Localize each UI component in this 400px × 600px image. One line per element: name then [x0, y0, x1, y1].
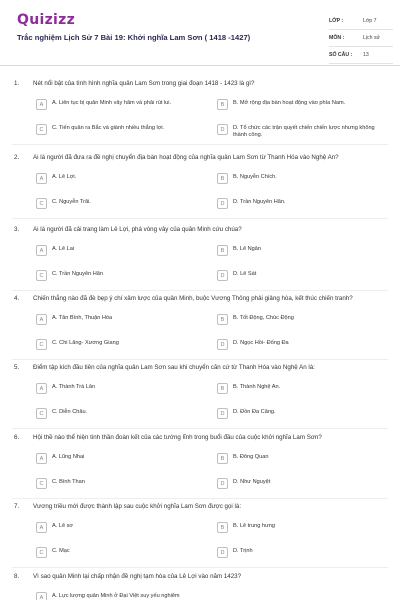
question-line [14, 503, 373, 510]
meta-label: LỚP : [329, 18, 344, 24]
question-divider [12, 144, 388, 145]
answer-option-c[interactable] [36, 409, 201, 423]
option-text: A. Lực lượng quân Minh ở Đại Việt suy yếu nghiêm [52, 593, 180, 599]
answer-option-c[interactable] [36, 479, 201, 493]
option-letter-box: D [217, 124, 228, 135]
option-letter-box: B [217, 245, 228, 256]
question-divider [12, 218, 388, 219]
question-line [14, 295, 373, 302]
option-letter-box: C [36, 198, 47, 209]
question-number: 4. [14, 295, 20, 302]
option-text: A. Lũng Nhai [52, 454, 85, 460]
answer-option-b[interactable] [217, 315, 382, 329]
option-text: D. Như Nguyệt [233, 479, 271, 485]
option-letter-box: D [217, 478, 228, 489]
meta-label: SỐ CÂU : [329, 52, 353, 58]
option-text: A. Lê Lợi. [52, 174, 77, 180]
question-divider [12, 359, 388, 360]
question-line [14, 226, 373, 233]
option-letter-box: B [217, 522, 228, 533]
option-letter-box: A [36, 592, 47, 600]
option-text: B. Mở rộng địa bàn hoạt động vào phía Nam. [233, 100, 346, 106]
question-text: Vì sao quân Minh lại chấp nhận đề nghị tạm hòa của Lê Lợi vào năm 1423? [33, 573, 242, 580]
option-letter-box: A [36, 173, 47, 184]
option-text: A. Lê sơ [52, 523, 74, 529]
option-text: D. Lê Sát [233, 271, 257, 277]
quizizz-logo: Quizizz [17, 12, 76, 28]
answer-option-a[interactable] [36, 246, 201, 260]
option-letter-box: A [36, 99, 47, 110]
question-divider [12, 567, 388, 568]
answer-option-a[interactable] [36, 315, 201, 329]
answer-option-d[interactable] [217, 199, 382, 213]
question-number: 7. [14, 503, 20, 510]
option-letter-box: D [217, 339, 228, 350]
option-letter-box: B [217, 99, 228, 110]
question-line [14, 364, 373, 371]
answer-option-b[interactable] [217, 174, 382, 188]
option-text: A. Tân Bình, Thuận Hóa [52, 315, 113, 321]
meta-row-class [329, 13, 393, 30]
page-title: Trắc nghiệm Lịch Sử 7 Bài 19: Khởi nghĩa Lam Sơn ( 1418 -1427) [17, 33, 251, 42]
answer-option-b[interactable] [217, 384, 382, 398]
meta-info [329, 13, 393, 64]
answer-option-a[interactable] [36, 454, 201, 468]
question-text: Điểm tập kích đầu tiên của nghĩa quân Lam Sơn sau khi chuyển căn cứ từ Thanh Hóa vào Nghệ An là: [33, 364, 315, 371]
meta-value: 13 [363, 52, 369, 58]
option-letter-box: A [36, 245, 47, 256]
question-line [14, 573, 373, 580]
question-number: 1. [14, 80, 20, 87]
option-letter-box: A [36, 453, 47, 464]
meta-label: MÔN : [329, 35, 345, 41]
option-letter-box: B [217, 173, 228, 184]
option-text: A. Liên tục bị quân Minh vây hãm và phải rút lui. [52, 100, 172, 106]
answer-option-c[interactable] [36, 340, 201, 354]
question-text: Vương triều mới được thành lập sau cuộc khởi nghĩa Lam Sơn được gọi là: [33, 503, 242, 510]
answer-option-d[interactable] [217, 548, 382, 562]
option-letter-box: A [36, 314, 47, 325]
answer-option-b[interactable] [217, 454, 382, 468]
option-text: C. Diễn Châu. [52, 409, 88, 415]
option-text: D. Đồn Đa Căng. [233, 409, 276, 415]
answer-option-b[interactable] [217, 100, 382, 114]
option-text: C. Bình Than [52, 479, 85, 485]
option-letter-box: B [217, 314, 228, 325]
option-letter-box: A [36, 522, 47, 533]
option-letter-box: D [217, 408, 228, 419]
answer-option-d[interactable] [217, 125, 382, 139]
option-text: C. Trần Nguyên Hãn [52, 271, 103, 277]
question-text: Nét nổi bật của tình hình nghĩa quân Lam Sơn trong giai đoạn 1418 - 1423 là gì? [33, 80, 255, 87]
option-text: C. Nguyễn Trãi. [52, 199, 91, 205]
question-number: 5. [14, 364, 20, 371]
option-letter-box: C [36, 339, 47, 350]
option-letter-box: A [36, 383, 47, 394]
question-text: Chiến thắng nào đã đè bẹp ý chí xâm lược của quân Minh, buộc Vương Thông phải giảng hòa, kết thúc chiến tranh? [33, 295, 353, 302]
answer-option-a[interactable] [36, 593, 201, 600]
answer-option-c[interactable] [36, 125, 201, 139]
meta-row-subject [329, 30, 393, 47]
question-divider [12, 290, 388, 291]
answer-option-c[interactable] [36, 199, 201, 213]
answer-option-c[interactable] [36, 271, 201, 285]
option-letter-box: D [217, 198, 228, 209]
option-text: B. Tốt Động, Chúc Động [233, 315, 294, 321]
option-text: D. Tổ chức các trận quyết chiến chiến lược nhưng không thành công. [233, 125, 375, 138]
header [0, 0, 400, 66]
answer-option-a[interactable] [36, 174, 201, 188]
option-letter-box: C [36, 478, 47, 489]
answer-option-b[interactable] [217, 523, 382, 537]
option-letter-box: D [217, 270, 228, 281]
answer-option-d[interactable] [217, 340, 382, 354]
option-text: B. Thành Nghệ An. [233, 384, 281, 390]
option-text: C. Tiến quân ra Bắc và giành nhiều thắng lợi. [52, 125, 165, 131]
option-text: A. Thành Trà Lân [52, 384, 96, 390]
option-letter-box: C [36, 124, 47, 135]
question-text: Ai là người đã đưa ra đề nghị chuyển địa bàn hoạt động của nghĩa quân Lam Sơn từ Thanh Hóa vào Nghệ An? [33, 154, 339, 161]
option-text: D. Trịnh [233, 548, 253, 554]
answer-option-a[interactable] [36, 384, 201, 398]
meta-value: Lịch sử [363, 35, 381, 41]
answer-option-d[interactable] [217, 479, 382, 493]
question-text: Hội thề nào thể hiện tinh thần đoàn kết của các tướng lĩnh trong buổi đầu của cuộc khởi nghĩa Lam Sơn? [33, 434, 322, 441]
question-line [14, 80, 373, 87]
answer-option-d[interactable] [217, 409, 382, 423]
answer-option-a[interactable] [36, 523, 201, 537]
option-letter-box: C [36, 547, 47, 558]
option-text: B. Nguyễn Chích. [233, 174, 277, 180]
option-text: C. Chi Lăng- Xương Giang [52, 340, 119, 346]
option-letter-box: C [36, 270, 47, 281]
question-divider [12, 428, 388, 429]
option-text: A. Lê Lai [52, 246, 75, 252]
question-text: Ai là người đã cải trang làm Lê Lợi, phá vòng vây của quân Minh cứu chúa? [33, 226, 242, 233]
option-text: B. Đông Quan [233, 454, 269, 460]
answer-option-c[interactable] [36, 548, 201, 562]
question-number: 8. [14, 573, 20, 580]
option-text: C. Mạc [52, 548, 70, 554]
meta-row-count [329, 47, 393, 64]
option-text: B. Lê trung hưng [233, 523, 275, 529]
option-letter-box: C [36, 408, 47, 419]
answer-option-d[interactable] [217, 271, 382, 285]
question-number: 2. [14, 154, 20, 161]
meta-value: Lớp 7 [363, 18, 377, 24]
option-letter-box: D [217, 547, 228, 558]
answer-option-a[interactable] [36, 100, 201, 114]
question-number: 6. [14, 434, 20, 441]
question-divider [12, 498, 388, 499]
option-letter-box: B [217, 453, 228, 464]
question-line [14, 154, 373, 161]
option-text: D. Trần Nguyên Hãn. [233, 199, 286, 205]
question-line [14, 434, 373, 441]
answer-option-b[interactable] [217, 246, 382, 260]
option-text: D. Ngọc Hồi- Đống Đa [233, 340, 289, 346]
option-letter-box: B [217, 383, 228, 394]
option-text: B. Lê Ngân [233, 246, 261, 252]
question-number: 3. [14, 226, 20, 233]
